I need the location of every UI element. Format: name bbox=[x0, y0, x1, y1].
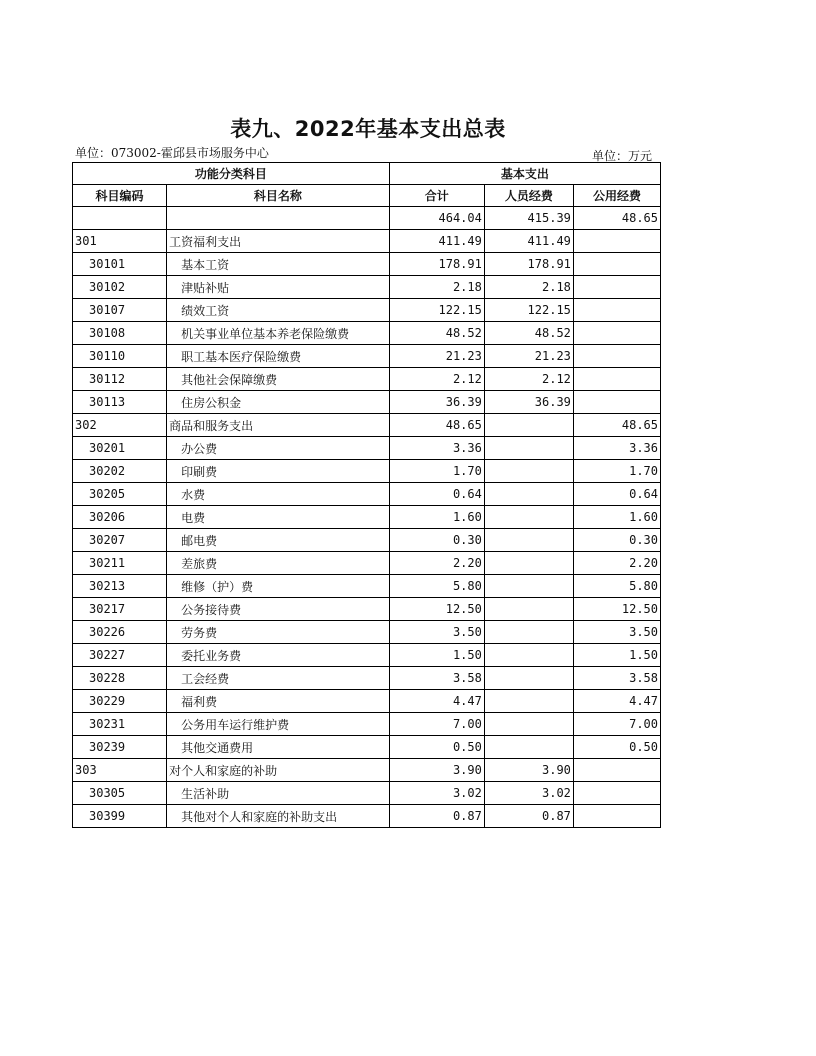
cell-personnel: 411.49 bbox=[484, 230, 573, 253]
cell-public bbox=[573, 805, 660, 828]
cell-code: 30226 bbox=[73, 621, 167, 644]
cell-public bbox=[573, 782, 660, 805]
cell-personnel bbox=[484, 713, 573, 736]
cell-public: 3.50 bbox=[573, 621, 660, 644]
table-row bbox=[73, 253, 661, 276]
cell-code: 30239 bbox=[73, 736, 167, 759]
cell-total: 1.70 bbox=[389, 460, 484, 483]
currency-unit-label: 单位：万元 bbox=[592, 149, 653, 163]
cell-total: 3.58 bbox=[389, 667, 484, 690]
cell-public: 12.50 bbox=[573, 598, 660, 621]
cell-name: 委托业务费 bbox=[167, 644, 390, 667]
cell-code: 302 bbox=[73, 414, 167, 437]
header-basic-expense: 基本支出 bbox=[389, 163, 660, 185]
header-name: 科目名称 bbox=[167, 185, 390, 207]
cell-public bbox=[573, 299, 660, 322]
cell-total: 21.23 bbox=[389, 345, 484, 368]
table-row bbox=[73, 644, 661, 667]
header-total: 合计 bbox=[389, 185, 484, 207]
cell-total: 3.36 bbox=[389, 437, 484, 460]
cell-code: 30102 bbox=[73, 276, 167, 299]
cell-name: 公务用车运行维护费 bbox=[167, 713, 390, 736]
cell-name: 工会经费 bbox=[167, 667, 390, 690]
cell-personnel bbox=[484, 667, 573, 690]
cell-name: 邮电费 bbox=[167, 529, 390, 552]
cell-code bbox=[73, 207, 167, 230]
cell-name: 差旅费 bbox=[167, 552, 390, 575]
table-row bbox=[73, 690, 661, 713]
cell-code: 30107 bbox=[73, 299, 167, 322]
table-row bbox=[73, 598, 661, 621]
cell-code: 30206 bbox=[73, 506, 167, 529]
table-row bbox=[73, 345, 661, 368]
cell-public: 0.50 bbox=[573, 736, 660, 759]
cell-personnel bbox=[484, 644, 573, 667]
cell-name: 对个人和家庭的补助 bbox=[167, 759, 390, 782]
cell-name: 电费 bbox=[167, 506, 390, 529]
cell-code: 30231 bbox=[73, 713, 167, 736]
cell-public bbox=[573, 230, 660, 253]
table-row bbox=[73, 575, 661, 598]
cell-personnel bbox=[484, 414, 573, 437]
cell-code: 30112 bbox=[73, 368, 167, 391]
cell-personnel bbox=[484, 437, 573, 460]
header-func-category: 功能分类科目 bbox=[73, 163, 390, 185]
table-row bbox=[73, 782, 661, 805]
table-row bbox=[73, 805, 661, 828]
cell-total: 1.50 bbox=[389, 644, 484, 667]
cell-code: 30228 bbox=[73, 667, 167, 690]
cell-personnel: 122.15 bbox=[484, 299, 573, 322]
cell-public: 1.70 bbox=[573, 460, 660, 483]
cell-personnel: 21.23 bbox=[484, 345, 573, 368]
table-row bbox=[73, 230, 661, 253]
cell-total: 1.60 bbox=[389, 506, 484, 529]
cell-name: 维修（护）费 bbox=[167, 575, 390, 598]
cell-public: 3.58 bbox=[573, 667, 660, 690]
cell-total: 7.00 bbox=[389, 713, 484, 736]
cell-personnel bbox=[484, 483, 573, 506]
cell-personnel: 2.18 bbox=[484, 276, 573, 299]
cell-total: 3.50 bbox=[389, 621, 484, 644]
cell-name: 住房公积金 bbox=[167, 391, 390, 414]
cell-total: 48.52 bbox=[389, 322, 484, 345]
cell-total: 178.91 bbox=[389, 253, 484, 276]
cell-name: 其他交通费用 bbox=[167, 736, 390, 759]
cell-public bbox=[573, 391, 660, 414]
header-row-1 bbox=[73, 163, 661, 185]
cell-code: 30101 bbox=[73, 253, 167, 276]
table-row bbox=[73, 299, 661, 322]
cell-personnel bbox=[484, 552, 573, 575]
header-code: 科目编码 bbox=[73, 185, 167, 207]
header-personnel: 人员经费 bbox=[484, 185, 573, 207]
header-public: 公用经费 bbox=[573, 185, 660, 207]
cell-name: 劳务费 bbox=[167, 621, 390, 644]
cell-total: 5.80 bbox=[389, 575, 484, 598]
cell-total: 2.12 bbox=[389, 368, 484, 391]
cell-public: 0.64 bbox=[573, 483, 660, 506]
cell-total: 12.50 bbox=[389, 598, 484, 621]
cell-name: 绩效工资 bbox=[167, 299, 390, 322]
cell-personnel bbox=[484, 598, 573, 621]
table-row bbox=[73, 713, 661, 736]
cell-total: 2.18 bbox=[389, 276, 484, 299]
cell-personnel: 36.39 bbox=[484, 391, 573, 414]
table-row bbox=[73, 483, 661, 506]
cell-name: 津贴补贴 bbox=[167, 276, 390, 299]
cell-public bbox=[573, 322, 660, 345]
cell-name: 商品和服务支出 bbox=[167, 414, 390, 437]
table-row bbox=[73, 529, 661, 552]
cell-public bbox=[573, 759, 660, 782]
cell-name: 公务接待费 bbox=[167, 598, 390, 621]
cell-total: 464.04 bbox=[389, 207, 484, 230]
basic-expense-table bbox=[72, 162, 661, 828]
cell-name: 其他对个人和家庭的补助支出 bbox=[167, 805, 390, 828]
cell-code: 30202 bbox=[73, 460, 167, 483]
cell-code: 30205 bbox=[73, 483, 167, 506]
cell-personnel bbox=[484, 575, 573, 598]
table-row bbox=[73, 322, 661, 345]
cell-total: 3.90 bbox=[389, 759, 484, 782]
cell-personnel: 0.87 bbox=[484, 805, 573, 828]
cell-code: 30201 bbox=[73, 437, 167, 460]
table-row bbox=[73, 460, 661, 483]
cell-personnel: 2.12 bbox=[484, 368, 573, 391]
cell-code: 30399 bbox=[73, 805, 167, 828]
cell-public: 5.80 bbox=[573, 575, 660, 598]
cell-total: 411.49 bbox=[389, 230, 484, 253]
cell-personnel bbox=[484, 460, 573, 483]
cell-total: 0.64 bbox=[389, 483, 484, 506]
cell-total: 122.15 bbox=[389, 299, 484, 322]
cell-code: 30211 bbox=[73, 552, 167, 575]
cell-total: 0.50 bbox=[389, 736, 484, 759]
cell-code: 30227 bbox=[73, 644, 167, 667]
cell-name: 工资福利支出 bbox=[167, 230, 390, 253]
cell-public: 4.47 bbox=[573, 690, 660, 713]
cell-name: 职工基本医疗保险缴费 bbox=[167, 345, 390, 368]
cell-code: 30217 bbox=[73, 598, 167, 621]
cell-total: 36.39 bbox=[389, 391, 484, 414]
cell-name bbox=[167, 207, 390, 230]
cell-name: 水费 bbox=[167, 483, 390, 506]
cell-total: 3.02 bbox=[389, 782, 484, 805]
cell-personnel: 3.02 bbox=[484, 782, 573, 805]
table-row bbox=[73, 437, 661, 460]
cell-total: 0.30 bbox=[389, 529, 484, 552]
cell-public: 48.65 bbox=[573, 207, 660, 230]
cell-personnel bbox=[484, 529, 573, 552]
cell-code: 30305 bbox=[73, 782, 167, 805]
table-row bbox=[73, 391, 661, 414]
cell-public bbox=[573, 345, 660, 368]
table-row bbox=[73, 667, 661, 690]
cell-code: 301 bbox=[73, 230, 167, 253]
cell-code: 30110 bbox=[73, 345, 167, 368]
cell-code: 30213 bbox=[73, 575, 167, 598]
cell-personnel bbox=[484, 736, 573, 759]
cell-public bbox=[573, 276, 660, 299]
cell-code: 30108 bbox=[73, 322, 167, 345]
cell-personnel: 3.90 bbox=[484, 759, 573, 782]
unit-label: 单位：073002-霍邱县市场服务中心 bbox=[75, 146, 269, 160]
table-row bbox=[73, 276, 661, 299]
cell-personnel: 48.52 bbox=[484, 322, 573, 345]
page-title: 表九、2022年基本支出总表 bbox=[230, 117, 506, 141]
cell-code: 30113 bbox=[73, 391, 167, 414]
cell-public: 1.60 bbox=[573, 506, 660, 529]
cell-code: 30229 bbox=[73, 690, 167, 713]
cell-public: 0.30 bbox=[573, 529, 660, 552]
cell-name: 基本工资 bbox=[167, 253, 390, 276]
cell-code: 30207 bbox=[73, 529, 167, 552]
cell-personnel bbox=[484, 506, 573, 529]
cell-personnel bbox=[484, 621, 573, 644]
cell-total: 0.87 bbox=[389, 805, 484, 828]
cell-public: 48.65 bbox=[573, 414, 660, 437]
cell-public bbox=[573, 368, 660, 391]
table-row bbox=[73, 736, 661, 759]
cell-total: 2.20 bbox=[389, 552, 484, 575]
cell-public: 7.00 bbox=[573, 713, 660, 736]
table-row bbox=[73, 552, 661, 575]
cell-name: 其他社会保障缴费 bbox=[167, 368, 390, 391]
cell-total: 48.65 bbox=[389, 414, 484, 437]
cell-public: 1.50 bbox=[573, 644, 660, 667]
cell-name: 机关事业单位基本养老保险缴费 bbox=[167, 322, 390, 345]
table-row bbox=[73, 506, 661, 529]
cell-name: 福利费 bbox=[167, 690, 390, 713]
cell-public bbox=[573, 253, 660, 276]
cell-personnel: 415.39 bbox=[484, 207, 573, 230]
table-row bbox=[73, 621, 661, 644]
table-row bbox=[73, 368, 661, 391]
cell-total: 4.47 bbox=[389, 690, 484, 713]
cell-personnel bbox=[484, 690, 573, 713]
cell-public: 2.20 bbox=[573, 552, 660, 575]
cell-personnel: 178.91 bbox=[484, 253, 573, 276]
cell-name: 印刷费 bbox=[167, 460, 390, 483]
header-row-2 bbox=[73, 185, 661, 207]
cell-name: 生活补助 bbox=[167, 782, 390, 805]
table-row bbox=[73, 414, 661, 437]
table-row bbox=[73, 207, 661, 230]
table-row bbox=[73, 759, 661, 782]
cell-name: 办公费 bbox=[167, 437, 390, 460]
cell-public: 3.36 bbox=[573, 437, 660, 460]
cell-code: 303 bbox=[73, 759, 167, 782]
